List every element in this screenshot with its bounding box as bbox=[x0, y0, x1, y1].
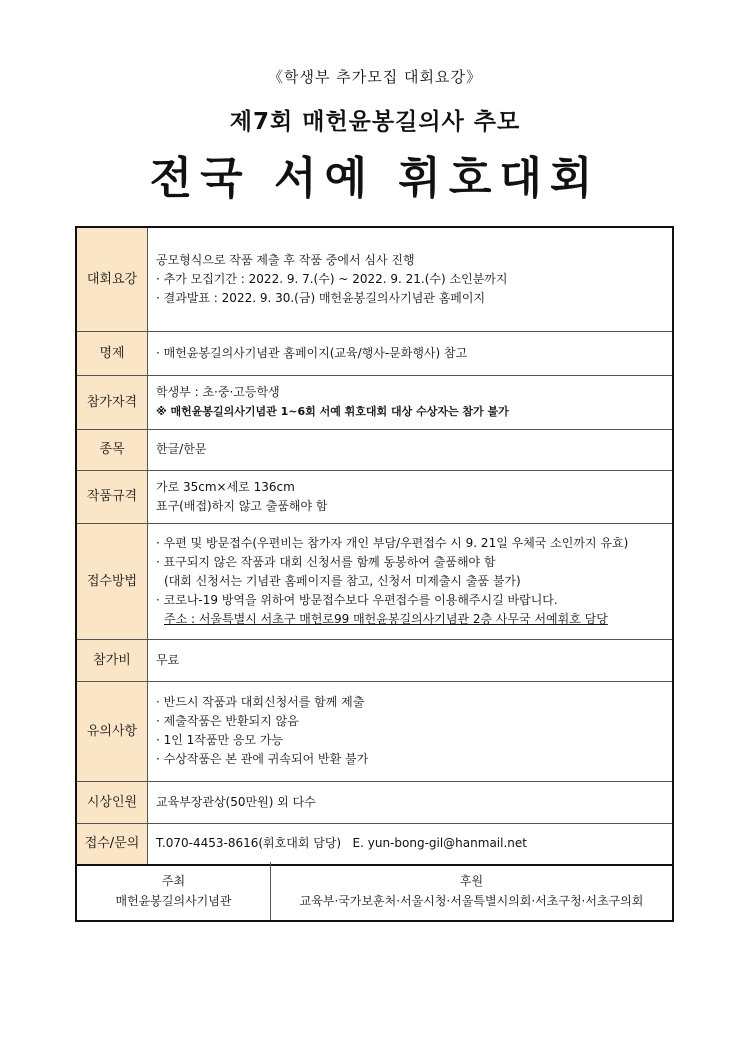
document-subtitle: 《학생부 추가모집 대회요강》 bbox=[268, 68, 482, 86]
label-overview: 대회요강 bbox=[76, 227, 148, 331]
submission-line: · 우편 및 방문접수(우편비는 참가자 개인 부담/우편접수 시 9. 21일 우체국 소인까지 유효) bbox=[156, 535, 629, 550]
value-eligibility bbox=[148, 375, 674, 429]
notes-line: · 수상작품은 본 관에 귀속되어 반환 불가 bbox=[156, 752, 369, 766]
row-category bbox=[76, 429, 673, 470]
submission-line: (대회 신청서는 기념관 홈페이지를 참고, 신청서 미제출시 출품 불가) bbox=[164, 573, 521, 588]
row-theme bbox=[76, 331, 673, 375]
submission-line: · 코로나-19 방역을 위하여 방문접수보다 우편접수를 이용해주시길 바랍니다. bbox=[156, 592, 558, 607]
notes-line: · 1인 1작품만 응모 가능 bbox=[156, 733, 284, 747]
organizers-footer bbox=[75, 862, 674, 922]
submission-address: 주소 : 서울특별시 서초구 매헌로99 매헌윤봉길의사기념관 2층 사무국 서예휘호 담당 bbox=[164, 611, 608, 626]
document-title-line2: 전국 서예 휘호대회 bbox=[149, 153, 601, 204]
row-spec bbox=[76, 470, 673, 523]
row-notes bbox=[76, 681, 673, 781]
value-category bbox=[148, 429, 674, 470]
value-notes bbox=[148, 681, 674, 781]
spec-line: 표구(배접)하지 않고 출품해야 함 bbox=[156, 498, 328, 513]
value-contact bbox=[148, 823, 674, 865]
row-overview bbox=[76, 227, 673, 331]
notes-line: · 반드시 작품과 대회신청서를 함께 제출 bbox=[156, 695, 365, 709]
contact-line: T.070-4453-8616(휘호대회 담당) E. yun-bong-gil@hanmail.net bbox=[156, 836, 527, 851]
submission-line: · 표구되지 않은 작품과 대회 신청서를 함께 동봉하여 출품해야 함 bbox=[156, 554, 496, 569]
competition-info-table bbox=[75, 226, 674, 866]
host-cell bbox=[77, 862, 271, 920]
value-theme bbox=[148, 331, 674, 375]
fee-line: 무료 bbox=[156, 652, 180, 667]
label-spec: 작품규격 bbox=[76, 470, 148, 523]
theme-line: · 매헌윤봉길의사기념관 홈페이지(교육/행사-문화행사) 참고 bbox=[156, 345, 468, 360]
row-eligibility bbox=[76, 375, 673, 429]
sponsor-cell bbox=[271, 862, 672, 920]
sponsor-label: 후원 bbox=[459, 874, 484, 888]
value-spec bbox=[148, 470, 674, 523]
row-contact bbox=[76, 823, 673, 865]
document-title-line1: 제7회 매헌윤봉길의사 추모 bbox=[229, 109, 521, 135]
host-name: 매헌윤봉길의사기념관 bbox=[115, 894, 232, 908]
category-line: 한글/한문 bbox=[156, 442, 207, 456]
label-theme: 명제 bbox=[76, 331, 148, 375]
eligibility-note: ※ 매헌윤봉길의사기념관 1~6회 서예 휘호대회 대상 수상자는 참가 불가 bbox=[156, 405, 509, 418]
overview-line: · 추가 모집기간 : 2022. 9. 7.(수) ~ 2022. 9. 21.(수) 소인분까지 bbox=[156, 271, 508, 286]
value-fee bbox=[148, 639, 674, 681]
row-fee bbox=[76, 639, 673, 681]
label-notes: 유의사항 bbox=[76, 681, 148, 781]
row-awards bbox=[76, 781, 673, 823]
row-submission bbox=[76, 523, 673, 639]
value-submission bbox=[148, 523, 674, 639]
label-awards: 시상인원 bbox=[76, 781, 148, 823]
label-fee: 참가비 bbox=[76, 639, 148, 681]
sponsor-names: 교육부·국가보훈처·서울시청·서울특별시의회·서초구청·서초구의회 bbox=[299, 894, 644, 908]
host-label: 주최 bbox=[161, 874, 186, 888]
label-contact: 접수/문의 bbox=[76, 823, 148, 865]
value-awards bbox=[148, 781, 674, 823]
eligibility-line: 학생부 : 초·중·고등학생 bbox=[156, 385, 280, 399]
notes-line: · 제출작품은 반환되지 않음 bbox=[156, 714, 299, 728]
value-overview bbox=[148, 227, 674, 331]
label-category: 종목 bbox=[76, 429, 148, 470]
spec-line: 가로 35cm×세로 136cm bbox=[156, 479, 295, 494]
overview-line: 공모형식으로 작품 제출 후 작품 중에서 심사 진행 bbox=[156, 252, 415, 267]
label-submission: 접수방법 bbox=[76, 523, 148, 639]
overview-line: · 결과발표 : 2022. 9. 30.(금) 매헌윤봉길의사기념관 홈페이지 bbox=[156, 290, 486, 305]
label-eligibility: 참가자격 bbox=[76, 375, 148, 429]
awards-line: 교육부장관상(50만원) 외 다수 bbox=[156, 794, 316, 809]
